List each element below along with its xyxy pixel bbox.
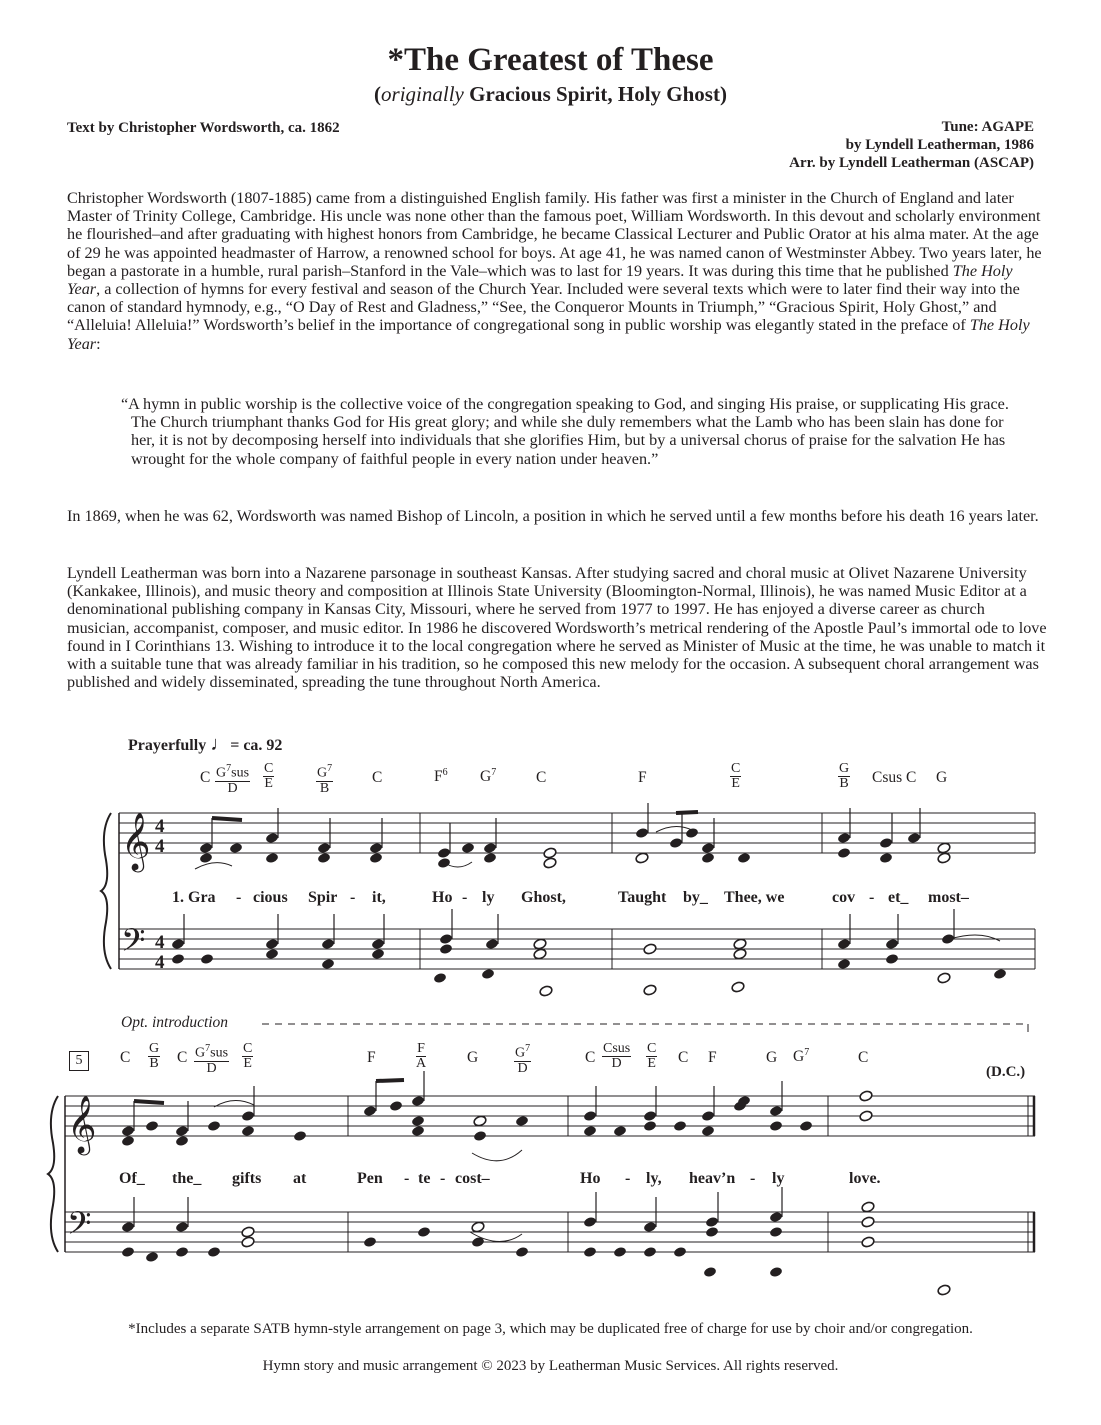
note-head — [643, 1246, 657, 1258]
note-head — [411, 1095, 425, 1107]
note-head — [701, 1125, 715, 1137]
story-paragraph-2: In 1869, when he was 62, Wordsworth was named Bishop of Lincoln, a position in which he served until a few months before his death 16 years later. — [67, 507, 1039, 525]
note-head — [937, 852, 951, 864]
chord-symbol: $\frac{C}{E}$ — [647, 1041, 657, 1071]
note-head — [635, 852, 649, 864]
block-quote: “A hymn in public worship is the collective voice of the congregation speaking to God, and singing His praise, or supplicating His grace. The Church triumphant thanks God for His great glory; and while she duly remembers what the Lamb who has been slain has done for her, it is not by decomposing herself into individuals that she glorifies Him, but by a universal chorus of praise for the salvation He has wrought for the whole company of faithful people in every nation under heaven.” — [121, 395, 1009, 468]
lyric-syllable: Ho — [432, 889, 453, 906]
note-head — [859, 1090, 873, 1102]
lyric-syllable: - — [869, 889, 875, 906]
note-head — [437, 857, 451, 869]
lyric-syllable: heav’n — [689, 1170, 736, 1187]
story-paragraph-3: Lyndell Leatherman was born into a Nazarene parsonage in southeast Kansas. After studying sacred and choral music at Olivet Nazarene University (Kankakee, Illinois), and music theory and composition at Illinois State University (Bloomington-Normal, Illinois), he was named Music Editor at a denominational publishing company in Kansas City, Missouri, where he served from 1977 to 1997. He has enjoyed a diverse career as church musician, accompanist, composer, and music editor. In 1986 he discovered Wordsworth’s metrical rendering of the Apostle Paul’s immortal ode to love found in I Corinthians 13. Wishing to introduce it to the local congregation where he served as Minister of Music at the time, he was unable to match it with a suitable tune that was already familiar in his tradition, so he composed this new melody for the occasion. A subsequent choral arrangement was published and widely disseminated, spreading the tune throughout North America. — [67, 564, 1047, 692]
note-head — [483, 852, 497, 864]
svg-text:4: 4 — [155, 932, 165, 953]
note-head — [861, 1236, 875, 1248]
note-beam — [212, 818, 242, 820]
note-head — [369, 842, 383, 854]
chord-symbol: G — [766, 1049, 778, 1066]
note-head — [145, 1251, 159, 1263]
note-head — [539, 985, 553, 997]
lyric-syllable: the_ — [172, 1170, 202, 1187]
note-head — [175, 1125, 189, 1137]
note-head — [701, 842, 715, 854]
lyric-syllable: cious — [253, 889, 288, 906]
note-head — [705, 1216, 719, 1228]
note-head — [799, 1120, 813, 1132]
note-head — [885, 953, 899, 965]
lyric-syllable: cost– — [455, 1170, 490, 1187]
note-head — [241, 1236, 255, 1248]
note-head — [837, 958, 851, 970]
note-head — [321, 938, 335, 950]
note-head — [769, 1120, 783, 1132]
note-head — [583, 1125, 597, 1137]
lyric-syllable: love. — [849, 1170, 881, 1187]
note-head — [481, 968, 495, 980]
lyric-syllable: Of_ — [119, 1170, 145, 1187]
note-head — [229, 842, 243, 854]
optional-introduction-label: Opt. introduction — [121, 1014, 229, 1031]
note-head — [171, 938, 185, 950]
note-head — [731, 981, 745, 993]
lyric-syllable: it, — [372, 889, 386, 906]
note-head — [861, 1201, 875, 1213]
chord-symbol: C — [536, 769, 547, 786]
hymn-subtitle: (originally Gracious Spirit, Holy Ghost) — [374, 82, 727, 106]
note-head — [483, 842, 497, 854]
lyric-syllable: at — [293, 1170, 307, 1187]
note-beam — [376, 1080, 404, 1081]
note-head — [701, 1110, 715, 1122]
chord-symbol: Csus D — [603, 1041, 631, 1071]
note-head — [643, 1110, 657, 1122]
note-head — [207, 1246, 221, 1258]
note-head — [241, 1226, 255, 1238]
note-head — [433, 972, 447, 984]
note-head — [937, 972, 951, 984]
lyric-syllable: Ho — [580, 1170, 601, 1187]
system2-bass-staff — [65, 1212, 1035, 1252]
chord-symbol: $\frac{F}{A}$ — [416, 1041, 427, 1071]
note-head — [363, 1105, 377, 1117]
system1-treble-staff — [119, 813, 1035, 853]
note-head — [737, 852, 751, 864]
chord-symbol: $\frac{G^7}{D}$ — [515, 1043, 531, 1076]
note-head — [321, 958, 335, 970]
note-head — [461, 842, 475, 854]
chord-symbol: $\frac{C}{E}$ — [264, 761, 274, 791]
note-head — [543, 857, 557, 869]
chord-symbol: $\frac{G}{B}$ — [839, 761, 850, 791]
note-head — [121, 1246, 135, 1258]
note-head — [583, 1110, 597, 1122]
chord-symbol: $F^6$ — [434, 767, 448, 786]
note-head — [635, 827, 649, 839]
bass-clef-icon: 𝄢 — [67, 1205, 92, 1249]
note-head — [861, 1216, 875, 1228]
note-head — [583, 1246, 597, 1258]
chord-symbol: Csus C — [872, 769, 917, 786]
lyric-syllable: - — [236, 889, 242, 906]
note-head — [199, 852, 213, 864]
note-head — [859, 1110, 873, 1122]
chord-symbol: $G^7sus$ D — [216, 763, 250, 796]
note-head — [265, 832, 279, 844]
note-head — [200, 953, 214, 965]
tune-credit: Tune: AGAPE by Lyndell Leatherman, 1986 Arr. by Lyndell Leatherman (ASCAP) — [789, 119, 1034, 171]
note-head — [583, 1216, 597, 1228]
note-head — [533, 938, 547, 950]
footnote: *Includes a separate SATB hymn-style arrangement on page 3, which may be duplicated free of charge for use by choir and/or congregation. — [128, 1321, 973, 1337]
lyric-syllable: te — [418, 1170, 431, 1187]
bass-clef-icon: 𝄢 — [121, 922, 146, 966]
lyric-syllable: - — [404, 1170, 410, 1187]
note-head — [937, 842, 951, 854]
note-head — [769, 1226, 783, 1238]
chord-symbol: $\frac{C}{E}$ — [731, 761, 741, 791]
chord-symbol: F — [708, 1049, 717, 1066]
note-head — [543, 847, 557, 859]
note-head — [439, 933, 453, 945]
lyric-syllable: - — [625, 1170, 631, 1187]
note-head — [879, 837, 893, 849]
time-signature-bottom: 4 — [155, 836, 165, 857]
lyric-syllable: Pen — [357, 1170, 383, 1187]
lyric-syllable: gifts — [232, 1170, 262, 1187]
note-head — [371, 938, 385, 950]
note-head — [241, 1110, 255, 1122]
hymn-title: *The Greatest of These — [387, 42, 714, 78]
note-head — [293, 1130, 307, 1142]
chord-symbol: $\frac{G^7}{B}$ — [317, 763, 333, 796]
note-head — [199, 842, 213, 854]
note-head — [769, 1266, 783, 1278]
lyric-syllable: by_ — [683, 889, 708, 906]
tempo-marking: Prayerfully ♩= ca. 92 — [128, 733, 283, 755]
note-head — [473, 1130, 487, 1142]
chord-symbol: C — [585, 1049, 596, 1066]
chord-symbol: $\frac{G}{B}$ — [149, 1041, 160, 1071]
note-head — [417, 1226, 431, 1238]
note-head — [837, 938, 851, 950]
note-head — [907, 832, 921, 844]
lyric-syllable: cov — [832, 889, 856, 906]
chord-symbol: $G^7$ — [480, 767, 497, 786]
note-head — [121, 1221, 135, 1233]
lyric-syllable: Taught — [618, 889, 667, 906]
note-head — [515, 1115, 529, 1127]
note-head — [643, 984, 657, 996]
lyric-syllable: ly — [482, 889, 495, 906]
lyric-syllable: - — [350, 889, 356, 906]
measure-number: 5 — [69, 1051, 89, 1071]
chord-symbol: C — [678, 1049, 689, 1066]
lyric-syllable: Ghost, — [521, 889, 566, 906]
note-head — [733, 938, 747, 950]
note-beam — [676, 812, 698, 813]
chord-symbol: C — [177, 1049, 188, 1066]
note-head — [389, 1100, 403, 1112]
lyric-syllable: - — [750, 1170, 756, 1187]
treble-clef-icon: 𝄞 — [121, 812, 151, 870]
note-head — [437, 847, 451, 859]
chord-symbol: C — [120, 1049, 131, 1066]
note-head — [175, 1246, 189, 1258]
note-head — [411, 1115, 425, 1127]
note-head — [937, 1284, 951, 1296]
note-head — [885, 938, 899, 950]
time-signature-top: 4 — [155, 816, 165, 837]
note-head — [701, 852, 715, 864]
chord-symbol: C — [858, 1049, 869, 1066]
note-head — [145, 1120, 159, 1132]
lyric-syllable: ly, — [646, 1170, 662, 1187]
note-head — [533, 948, 547, 960]
note-head — [673, 1246, 687, 1258]
note-head — [769, 1105, 783, 1117]
treble-clef-icon: 𝄞 — [67, 1095, 97, 1153]
note-head — [411, 1125, 425, 1137]
note-head — [121, 1125, 135, 1137]
note-head — [439, 943, 453, 955]
note-head — [369, 852, 383, 864]
lyric-syllable: most– — [928, 889, 969, 906]
lyric-syllable: - — [440, 1170, 446, 1187]
copyright: Hymn story and music arrangement © 2023 by Leatherman Music Services. All rights reserved. — [262, 1358, 839, 1374]
note-head — [471, 1236, 485, 1248]
note-head — [879, 852, 893, 864]
lyric-syllable: Spir — [308, 889, 338, 906]
note-head — [837, 832, 851, 844]
lyric-syllable: - — [462, 889, 468, 906]
chord-symbol: C — [372, 769, 383, 786]
note-head — [613, 1246, 627, 1258]
note-head — [837, 847, 851, 859]
note-head — [121, 1135, 135, 1147]
note-head — [673, 1120, 687, 1132]
note-head — [643, 943, 657, 955]
note-head — [265, 852, 279, 864]
note-head — [207, 1120, 221, 1132]
note-beam — [134, 1101, 164, 1103]
lyric-syllable: Thee, we — [724, 889, 785, 906]
text-credit: Text by Christopher Wordsworth, ca. 1862 — [67, 120, 340, 136]
note-head — [685, 827, 699, 839]
note-head — [363, 1236, 377, 1248]
chord-symbol: $G^7$ — [793, 1047, 810, 1066]
note-head — [705, 1226, 719, 1238]
chord-symbol: F — [638, 769, 647, 786]
chord-symbol: $G^7sus$ D — [195, 1043, 229, 1076]
note-head — [241, 1125, 255, 1137]
note-head — [473, 1115, 487, 1127]
note-head — [993, 968, 1007, 980]
note-head — [733, 948, 747, 960]
note-head — [471, 1221, 485, 1233]
svg-text:4: 4 — [155, 952, 165, 973]
note-head — [769, 1211, 783, 1223]
note-head — [175, 1221, 189, 1233]
chord-symbol: G — [467, 1049, 479, 1066]
chord-symbol: F — [367, 1049, 376, 1066]
note-head — [171, 953, 185, 965]
lyric-syllable: 1. Gra — [172, 889, 216, 906]
note-head — [175, 1135, 189, 1147]
story-paragraph-1: Christopher Wordsworth (1807-1885) came from a distinguished English family. His father was first a minister in the Church of England and later Master of Trinity College, Cambridge. His uncle was none other than the famous poet, William Wordsworth. In this devout and scholarly environment he flourished–and after graduating with highest honors from Cambridge, he became Classical Lecturer and Public Orator at his alma mater. At the age of 29 he was appointed headmaster of Harrow, a renowned school for boys. At age 41, he was named canon of Westminster Abbey. Two years later, he began a pastorate in a humble, rural parish–Stanford in the Vale–which was to last for 19 years. It was during this time that he published The Holy Year, a collection of hymns for every festival and season of the Church Year. Included were several texts which were to later find their way into the canon of standard hymnody, e.g., “O Day of Rest and Gladness,” “See, the Conqueror Mounts in Triumph,” “Gracious Spirit, Holy Ghost,” and “Alleluia! Alleluia!” Wordsworth’s belief in the importance of congregational song in public worship was elegantly stated in the preface of The Holy Year: — [67, 189, 1042, 353]
note-head — [643, 1120, 657, 1132]
note-head — [643, 1221, 657, 1233]
chord-symbol: G — [936, 769, 948, 786]
note-head — [669, 837, 683, 849]
lyric-syllable: et_ — [888, 889, 909, 906]
note-head — [371, 948, 385, 960]
note-head — [265, 938, 279, 950]
note-head — [613, 1125, 627, 1137]
note-head — [317, 842, 331, 854]
note-head — [485, 938, 499, 950]
da-capo-marking: (D.C.) — [986, 1064, 1026, 1080]
note-head — [703, 1266, 717, 1278]
chord-symbol: $\frac{C}{E}$ — [243, 1041, 253, 1071]
chord-symbol: C — [200, 769, 211, 786]
note-head — [941, 933, 955, 945]
lyric-syllable: ly — [772, 1170, 785, 1187]
note-head — [317, 852, 331, 864]
note-head — [265, 948, 279, 960]
note-head — [515, 1246, 529, 1258]
